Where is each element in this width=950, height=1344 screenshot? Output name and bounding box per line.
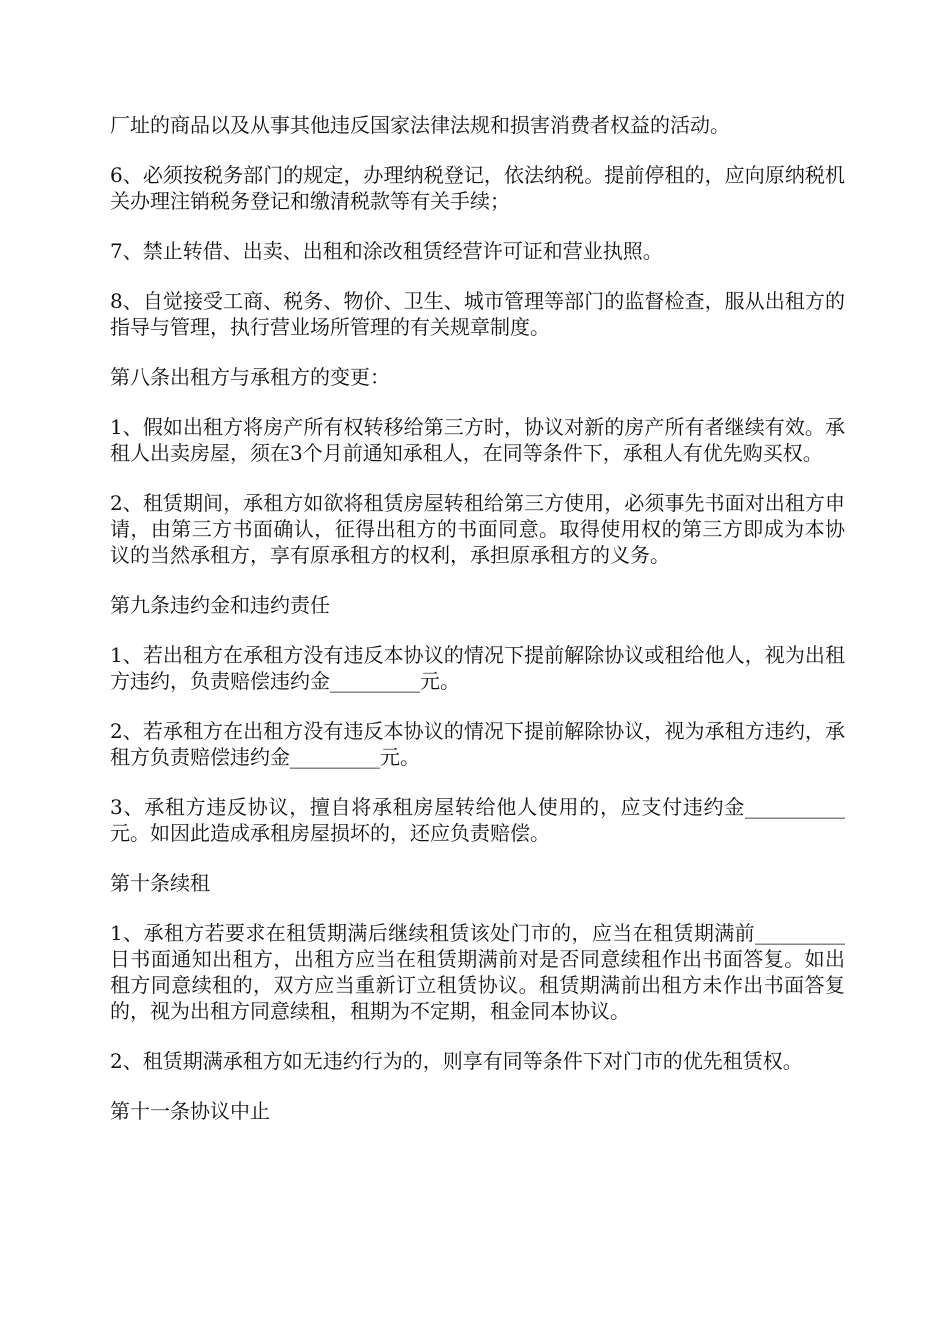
- paragraph-8-2: 2、租赁期间，承租方如欲将租赁房屋转租给第三方使用，必须事先书面对出租方申请，由第三方书面确认，征得出租方的书面同意。取得使用权的第三方即成为本协议的当然承租方，享有原承租方的权利，承担原承租方的义务。: [110, 491, 845, 567]
- paragraph-10-1: 1、承租方若要求在租赁期满后继续租赁该处门市的，应当在租赁期满前_________日书面通知出租方，出租方应当在租赁期满前对是否同意续租作出书面答复。如出租方同意续租的，双方应当重新订立租赁协议。租赁期满前出租方未作出书面答复的，视为出租方同意续租，租期为不定期，租金同本协议。: [110, 921, 845, 1023]
- paragraph-1: 厂址的商品以及从事其他违反国家法律法规和损害消费者权益的活动。: [110, 113, 730, 137]
- section-heading-8: 第八条出租方与承租方的变更：: [110, 365, 390, 389]
- paragraph-10-2: 2、租赁期满承租方如无违约行为的，则享有同等条件下对门市的优先租赁权。: [110, 1049, 803, 1073]
- document-body: [110, 112, 845, 1148]
- section-heading-9: 第九条违约金和违约责任: [110, 593, 330, 617]
- paragraph-8-1: 1、假如出租方将房产所有权转移给第三方时，协议对新的房产所有者继续有效。承租人出卖房屋，须在3个月前通知承租人，在同等条件下，承租人有优先购买权。: [110, 415, 845, 465]
- paragraph-9-2: 2、若承租方在出租方没有违反本协议的情况下提前解除协议，视为承租方违约，承租方负责赔偿违约金_________元。: [110, 719, 845, 769]
- section-heading-10: 第十条续租: [110, 871, 210, 895]
- paragraph-6-tax: 6、必须按税务部门的规定，办理纳税登记，依法纳税。提前停租的，应向原纳税机关办理注销税务登记和缴清税款等有关手续；: [110, 163, 845, 213]
- section-heading-11: 第十一条协议中止: [110, 1099, 270, 1123]
- paragraph-9-1: 1、若出租方在承租方没有违反本协议的情况下提前解除协议或租给他人，视为出租方违约，负责赔偿违约金_________元。: [110, 643, 845, 693]
- paragraph-7-license: 7、禁止转借、出卖、出租和涂改租赁经营许可证和营业执照。: [110, 239, 663, 263]
- paragraph-8-supervision: 8、自觉接受工商、税务、物价、卫生、城市管理等部门的监督检查，服从出租方的指导与管理，执行营业场所管理的有关规章制度。: [110, 289, 845, 339]
- paragraph-9-3: 3、承租方违反协议，擅自将承租房屋转给他人使用的，应支付违约金__________元。如因此造成承租房屋损坏的，还应负责赔偿。: [110, 795, 845, 845]
